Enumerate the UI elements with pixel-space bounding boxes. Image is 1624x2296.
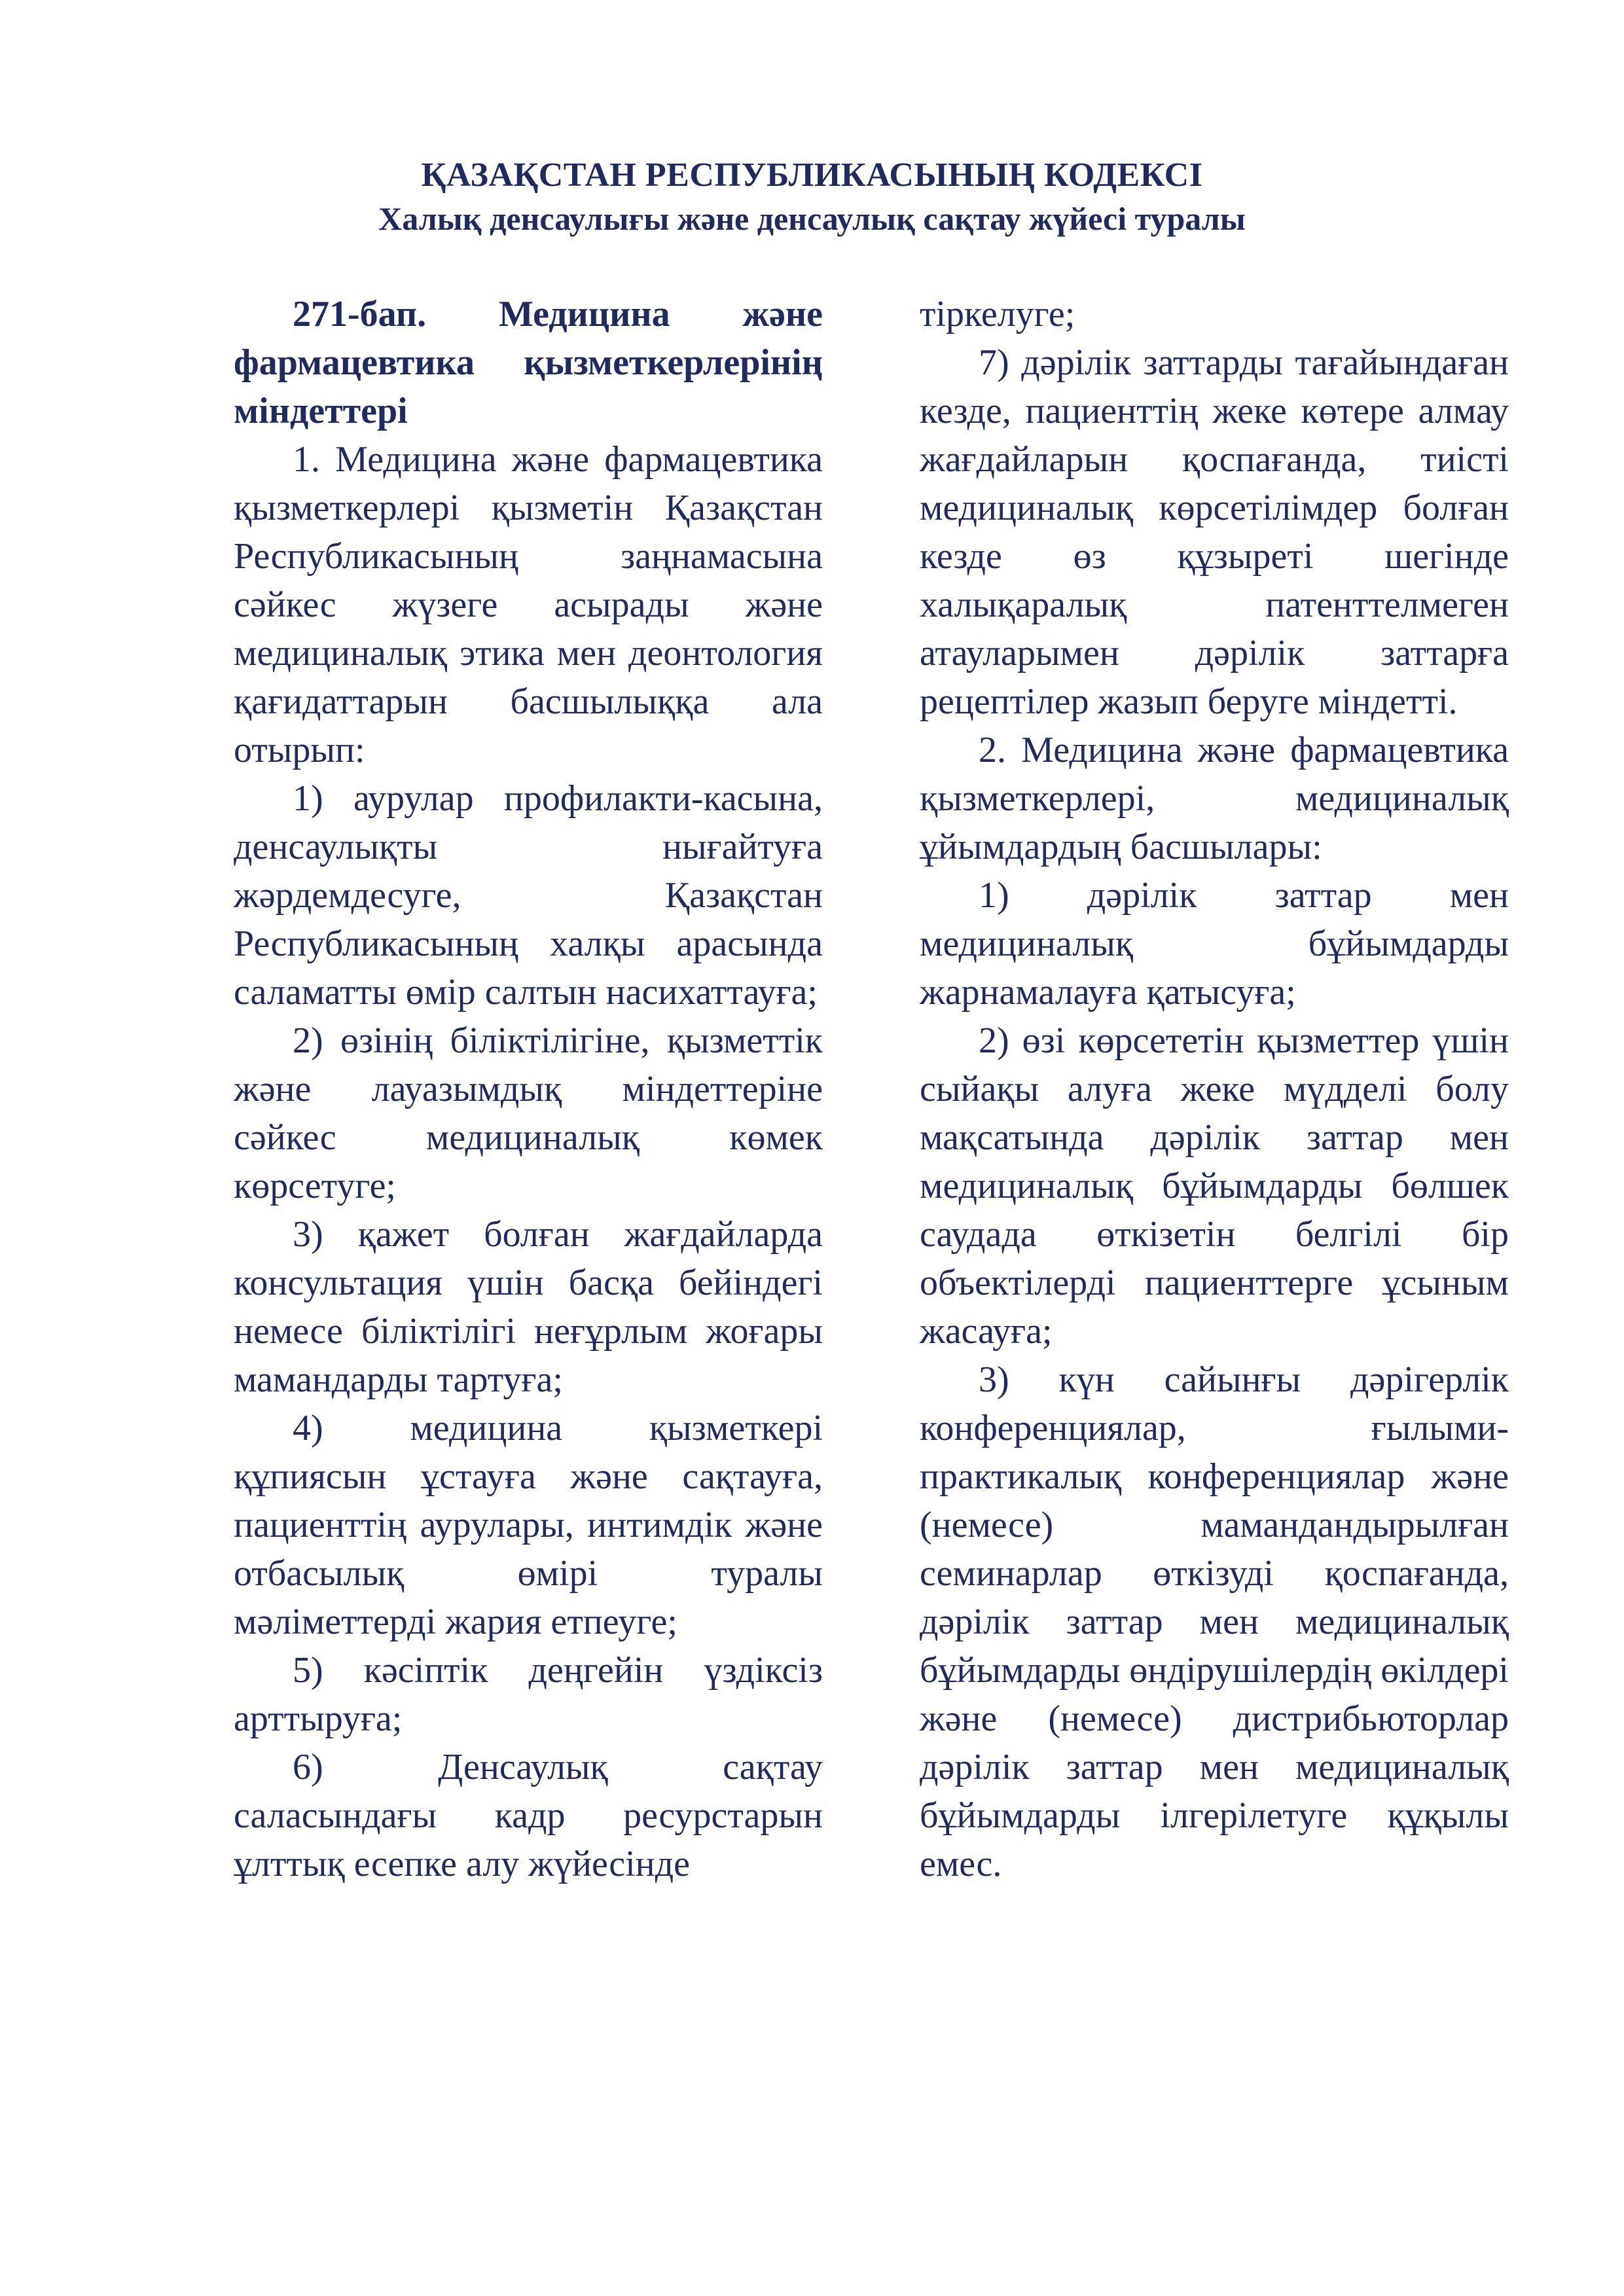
list-item: 2) өзінің біліктілігіне, қызметтік және лауазымдық міндеттеріне сәйкес медициналық көмек көрсетуге; (234, 1020, 823, 1206)
document-subtitle: Халық денсаулығы және денсаулық сақтау жүйесі туралы (378, 200, 1246, 237)
list-item: 3) күн сайынғы дәрігерлік конференциялар, ғылыми-практикалық конференциялар және (немесе) мамандандырылған семинарлар өткізуді қоспағанда, дәрілік заттар мен медициналық бұйымдарды өндірушілердің өкілдері және (немесе) дистрибьюторлар дәрілік заттар мен медициналық бұйымдарды ілгерілетуге құқылы емес. (920, 1359, 1509, 1884)
list-item: 6) Денсаулық сақтау саласындағы кадр ресурстарын ұлттық есепке алу жүйесінде (234, 1747, 823, 1884)
paragraph: 2. Медицина және фармацевтика қызметкерлері, медициналық ұйымдардың басшылары: (920, 730, 1509, 867)
list-item: 7) дәрілік заттарды тағайындаған кезде, пациенттің жеке көтере алмау жағдайларын қоспағанда, тиісті медициналық көрсетілімдер болған кезде өз құзыреті шегінде халықаралық патенттелмеген атауларымен дәрілік заттарға рецептілер жазып беруге міндетті. (920, 342, 1509, 722)
list-item: 1) аурулар профилакти-касына, денсаулықты нығайтуға жәрдемдесуге, Қазақстан Республикасының халқы арасында саламатты өмір салтын насихаттауға; (234, 778, 823, 1013)
list-item: 5) кәсіптік деңгейін үздіксіз арттыруға; (234, 1650, 823, 1739)
paragraph: 1. Медицина және фармацевтика қызметкерлері қызметін Қазақстан Республикасының заңнамасына сәйкес жүзеге асырады және медициналық этика мен деонтология қағидаттарын басшылыққа ала отырып: (234, 439, 823, 770)
list-item: 1) дәрілік заттар мен медициналық бұйымдарды жарнамалауға қатысуға; (920, 875, 1509, 1013)
right-column (920, 290, 1509, 1888)
article-title: 271-бап. Медицина және фармацевтика қызметкерлерінің міндеттері (234, 294, 823, 431)
left-column (234, 290, 823, 1888)
list-item: 4) медицина қызметкері құпиясын ұстауға және сақтауға, пациенттің аурулары, интимдік және отбасылық өмірі туралы мәліметтерді жария етпеуге; (234, 1408, 823, 1642)
document-title: ҚАЗАҚСТАН РЕСПУБЛИКАСЫНЫҢ КОДЕКСІ (421, 156, 1203, 194)
list-item: 2) өзі көрсететін қызметтер үшін сыйақы алуға жеке мүдделі болу мақсатында дәрілік заттар мен медициналық бұйымдарды бөлшек саудада өткізетін белгілі бір объектілерді пациенттерге ұсыным жасауға; (920, 1020, 1509, 1352)
document-header (0, 154, 1624, 240)
continuation-text: тіркелуге; (920, 294, 1075, 334)
list-item: 3) қажет болған жағдайларда консультация үшін басқа бейіндегі немесе біліктілігі неғұрлым жоғары мамандарды тартуға; (234, 1214, 823, 1400)
